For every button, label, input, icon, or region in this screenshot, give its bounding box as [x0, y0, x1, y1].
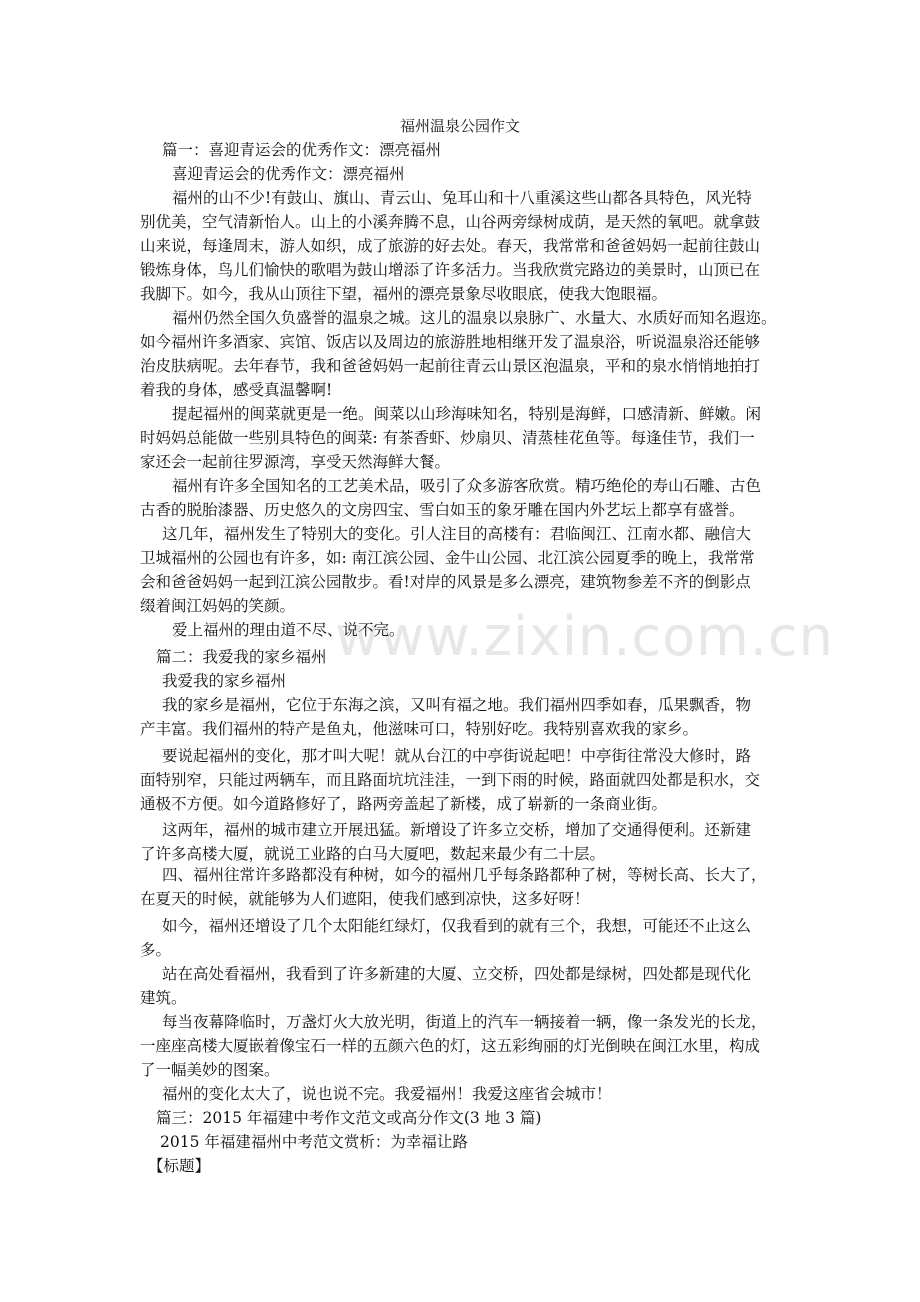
paragraph-line: 治皮肤病呢。去年春节，我和爸爸妈妈一起前往青云山景区泡温泉，平和的泉水悄悄地拍打	[140, 357, 761, 375]
paragraph-line: 一座座高楼大厦嵌着像宝石一样的五颜六色的灯，这五彩绚丽的灯光倒映在闽江水里，构成	[140, 1037, 761, 1055]
paragraph-line: 了一幅美妙的图案。	[140, 1061, 280, 1079]
document-title: 福州温泉公园作文	[399, 117, 520, 135]
paragraph-line: 缀着闽江妈妈的笑颜。	[140, 597, 296, 615]
paragraph-line: 了许多高楼大厦，就说工业路的白马大厦吧，数起来最少有二十层。	[140, 845, 606, 863]
paragraph-line: 福州仍然全国久负盛誉的温泉之城。这儿的温泉以泉脉广、水量大、水质好而知名遐迩。	[172, 309, 777, 327]
subtitle-3: 2015 年福建福州中考范文赏析：为幸福让路	[160, 1133, 468, 1151]
paragraph-line: 时妈妈总能做一些别具特色的闽菜: 有茶香虾、炒扇贝、清蒸桂花鱼等。每逢佳节，我们一	[140, 429, 755, 447]
paragraph-line: 要说起福州的变化，那才叫大呢！就从台江的中亭街说起吧！中亭街往常没大修时，路	[162, 747, 752, 765]
paragraph-line: 面特别窄，只能过两辆车，而且路面坑坑洼洼，一到下雨的时候，路面就四处都是积水，交	[140, 771, 761, 789]
paragraph-line: 福州有许多全国知名的工艺美术品，吸引了众多游客欣赏。精巧绝伦的寿山石雕、古色	[172, 477, 762, 495]
paragraph-line: 提起福州的闽菜就更是一绝。闽菜以山珍海味知名，特别是海鲜，口感清新、鲜嫩。闲	[172, 405, 762, 423]
paragraph-line: 如今，福州还增设了几个太阳能红绿灯，仅我看到的就有三个，我想，可能还不止这么	[162, 917, 752, 935]
paragraph-line: 如今福州许多酒家、宾馆、饭店以及周边的旅游胜地相继开发了温泉浴，听说温泉浴还能够	[140, 333, 761, 351]
paragraph-line: 会和爸爸妈妈一起到江滨公园散步。看!对岸的风景是多么漂亮，建筑物参差不齐的倒影点	[140, 573, 751, 591]
paragraph-line: 每当夜幕降临时，万盏灯火大放光明，街道上的汽车一辆接着一辆，像一条发光的长龙，	[162, 1013, 767, 1031]
section-heading-3: 篇三：2015 年福建中考作文范文或高分作文(3 地 3 篇)	[156, 1109, 542, 1127]
paragraph-line: 我脚下。如今，我从山顶往下望，福州的漂亮景象尽收眼底，使我大饱眼福。	[140, 285, 668, 303]
paragraph-line: 这两年，福州的城市建立开展迅猛。新增设了许多立交桥，增加了交通得便利。还新建	[162, 821, 752, 839]
paragraph-line: 我的家乡是福州，它位于东海之滨，又叫有福之地。我们福州四季如春，瓜果飘香，物	[162, 696, 752, 714]
paragraph-line: 山来说，每逢周末，游人如织，成了旅游的好去处。春天，我常常和爸爸妈妈一起前往鼓山	[140, 237, 761, 255]
section-heading-1: 篇一：喜迎青运会的优秀作文：漂亮福州	[162, 141, 442, 159]
paragraph-line: 家还会一起前往罗源湾，享受天然海鲜大餐。	[140, 453, 451, 471]
paragraph-line: 卫城福州的公园也有许多，如: 南江滨公园、金牛山公园、北江滨公园夏季的晚上，我常常	[140, 549, 755, 567]
paragraph-line: 古香的脱胎漆器、历史悠久的文房四宝、雪白如玉的象牙雕在国内外艺坛上都享有盛誉。	[140, 501, 745, 519]
paragraph-line: 福州的山不少!有鼓山、旗山、青云山、兔耳山和十八重溪这些山都各具特色，风光特	[172, 189, 752, 207]
paragraph-line: 福州的变化太大了，说也说不完。我爱福州！我爱这座省会城市！	[162, 1085, 612, 1103]
paragraph-line: 这几年，福州发生了特别大的变化。引人注目的高楼有：君临闽江、江南水都、融信大	[162, 525, 752, 543]
section-heading-2: 篇二：我爱我的家乡福州	[156, 648, 327, 666]
paragraph-line: 在夏天的时候，就能够为人们遮阳，使我们感到凉快，这多好呀！	[140, 890, 590, 908]
subtitle-2: 我爱我的家乡福州	[162, 672, 287, 690]
paragraph-line: 建筑。	[140, 989, 187, 1007]
paragraph-line: 着我的身体，感受真温馨啊!	[140, 381, 333, 399]
paragraph-line: 站在高处看福州，我看到了许多新建的大厦、立交桥，四处都是绿树，四处都是现代化	[162, 965, 752, 983]
heading-label: 【标题】	[148, 1157, 211, 1175]
watermark: www.zixin.com.cn	[335, 605, 834, 668]
paragraph-line: 爱上福州的理由道不尽、说不完。	[172, 621, 405, 639]
paragraph-line: 别优美，空气清新怡人。山上的小溪奔腾不息，山谷两旁绿树成荫，是天然的氧吧。就拿鼓	[140, 213, 761, 231]
paragraph-line: 四、福州往常许多路都没有种树，如今的福州几乎每条路都种了树，等树长高、长大了，	[162, 866, 767, 884]
paragraph-line: 多。	[140, 941, 172, 959]
paragraph-line: 产丰富。我们福州的特产是鱼丸，他滋味可口，特别好吃。我特别喜欢我的家乡。	[140, 720, 699, 738]
subtitle-1: 喜迎青运会的优秀作文：漂亮福州	[172, 165, 405, 183]
paragraph-line: 通极不方便。如今道路修好了，路两旁盖起了新楼，成了崭新的一条商业街。	[140, 795, 668, 813]
paragraph-line: 锻炼身体，鸟儿们愉快的歌唱为鼓山增添了许多活力。当我欣赏完路边的美景时，山顶已在	[140, 261, 761, 279]
